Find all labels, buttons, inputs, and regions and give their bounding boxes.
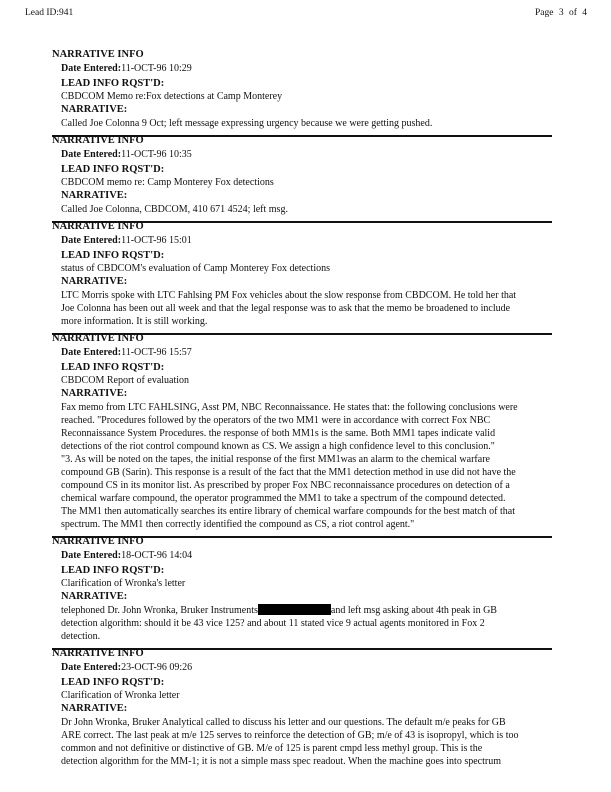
date-entered	[61, 549, 552, 563]
narrative-line	[61, 440, 552, 453]
section-heading: NARRATIVE INFO	[52, 648, 144, 659]
narrative-text: Called Joe Colonna 9 Oct; left message expressing urgency because we were getting pushed.	[61, 118, 433, 129]
narrative-line	[61, 289, 552, 302]
narrative-label: NARRATIVE:	[61, 388, 128, 399]
narrative-line	[61, 414, 552, 427]
lead-info-label: LEAD INFO RQST'D:	[61, 164, 165, 175]
narrative-label: NARRATIVE:	[61, 591, 128, 602]
redaction-box	[258, 604, 331, 615]
narrative-line	[61, 492, 552, 505]
narrative-text: Fax memo from LTC FAHLSING, Asst PM, NBC Reconnaissance. He states that: the following conclusions were	[61, 402, 518, 413]
date-entered	[61, 234, 552, 248]
narrative-text: ARE correct. The last peak at m/e 125 serves to reinforce the detection of GB; m/e of 43 is isopropyl, which is too	[61, 730, 519, 741]
narrative-text: detection algorithm for the MM-1; it is not a simple mass spec readout. When the machine goes into spectrum	[61, 756, 501, 767]
narrative-text: telephoned Dr. John Wronka, Bruker Instruments	[61, 605, 258, 616]
date-entered	[61, 62, 552, 76]
narrative-line	[61, 401, 552, 414]
narrative-label: NARRATIVE:	[61, 190, 128, 201]
narrative-line	[61, 630, 552, 643]
narrative-entry	[52, 135, 552, 216]
narrative-text: chemical warfare compound, the operator programmed the MM1 to take a spectrum of the compound detected.	[61, 493, 506, 504]
narrative-text: detection algorithm: should it be 43 vice 125? and about 11 stated vice 9 actual agents monitored in Fox 2	[61, 618, 485, 629]
section-heading: NARRATIVE INFO	[52, 221, 144, 232]
narrative-text: Dr John Wronka, Bruker Analytical called to discuss his letter and our questions. The default m/e peaks for GB	[61, 717, 506, 728]
page-number: Page 3 of 4	[534, 8, 587, 18]
date-label: Date Entered:	[61, 235, 122, 246]
narrative-line	[61, 755, 552, 768]
narrative-text: common and not definitive or distinctive of GB. M/e of 125 is parent cmpd less methyl group. This is the	[61, 743, 483, 754]
narrative-entry	[52, 48, 552, 130]
section-heading: NARRATIVE INFO	[52, 536, 144, 547]
narrative-label: NARRATIVE:	[61, 276, 128, 287]
narrative-line	[61, 302, 552, 315]
narrative-line	[61, 315, 552, 328]
date-label: Date Entered:	[61, 63, 122, 74]
narrative-line	[61, 203, 552, 216]
section-heading: NARRATIVE INFO	[52, 135, 144, 146]
date-label: Date Entered:	[61, 550, 122, 561]
narrative-entry	[52, 221, 552, 328]
narrative-text: detection.	[61, 631, 101, 642]
lead-info-value: Clarification of Wronka's letter	[61, 578, 186, 589]
narrative-text: Reconnaissance System Procedures. the response of both MM1s is the same. Both MM1 tapes indicate valid	[61, 428, 496, 439]
narrative-text: more information. It is still working.	[61, 316, 208, 327]
lead-info-value: Clarification of Wronka letter	[61, 690, 180, 701]
date-entered	[61, 661, 552, 675]
narrative-text: spectrum. The MM1 then correctly identified the compound as CS, a riot control agent."	[61, 519, 415, 530]
narrative-line	[61, 427, 552, 440]
narrative-label: NARRATIVE:	[61, 104, 128, 115]
date-label: Date Entered:	[61, 662, 122, 673]
narrative-line	[61, 505, 552, 518]
narrative-text: detections of the riot control compound known as CS. We assign a high confidence level to this conclusion."	[61, 441, 495, 452]
section-heading: NARRATIVE INFO	[52, 333, 144, 344]
narrative-text: Joe Colonna has been out all week and that the legal response was to ask that the memo be broadened to include	[61, 303, 511, 314]
narrative-text: Called Joe Colonna, CBDCOM, 410 671 4524; left msg.	[61, 204, 288, 215]
section-heading: NARRATIVE INFO	[52, 49, 144, 60]
lead-info-value: CBDCOM Memo re:Fox detections at Camp Monterey	[61, 91, 283, 102]
narrative-line	[61, 479, 552, 492]
narrative-label: NARRATIVE:	[61, 703, 128, 714]
narrative-line	[61, 117, 552, 130]
lead-info-value: status of CBDCOM's evaluation of Camp Monterey Fox detections	[61, 263, 330, 274]
narrative-line	[61, 617, 552, 630]
lead-info-value: CBDCOM memo re: Camp Monterey Fox detections	[61, 177, 274, 188]
lead-info-value: CBDCOM Report of evaluation	[61, 375, 190, 386]
narrative-text: reached. "Procedures followed by the operators of the two MM1 were in accordance with correct Fox NBC	[61, 415, 491, 426]
narrative-line	[61, 742, 552, 755]
lead-info-label: LEAD INFO RQST'D:	[61, 362, 165, 373]
narrative-text: compound CS in its monitor list. As prescribed by proper Fox NBC reconnaissance procedures on detection of a	[61, 480, 510, 491]
narrative-line	[61, 604, 552, 617]
narrative-entries	[52, 48, 552, 768]
lead-info-label: LEAD INFO RQST'D:	[61, 78, 165, 89]
narrative-text: LTC Morris spoke with LTC Fahlsing PM Fox vehicles about the slow response from CBDCOM. He told her that	[61, 290, 517, 301]
lead-info-label: LEAD INFO RQST'D:	[61, 250, 165, 261]
narrative-line	[61, 518, 552, 531]
date-value: 23-OCT-96 09:26	[121, 662, 193, 673]
date-value: 11-OCT-96 10:29	[121, 63, 192, 74]
narrative-text: The MM1 then automatically searches its entire library of chemical warfare compounds for the best match of that	[61, 506, 516, 517]
narrative-entry	[52, 648, 552, 768]
date-value: 11-OCT-96 10:35	[121, 149, 192, 160]
lead-info-label: LEAD INFO RQST'D:	[61, 565, 165, 576]
narrative-line	[61, 466, 552, 479]
lead-id: Lead ID:941	[25, 8, 74, 18]
narrative-entry	[52, 536, 552, 643]
date-entered	[61, 346, 552, 360]
narrative-text: compound GB (Sarin). This response is a result of the fact that the MM1 detection method in use did not have the	[61, 467, 516, 478]
date-value: 11-OCT-96 15:01	[121, 235, 192, 246]
narrative-entry	[52, 333, 552, 531]
narrative-line	[61, 716, 552, 729]
date-value: 11-OCT-96 15:57	[121, 347, 192, 358]
date-label: Date Entered:	[61, 149, 122, 160]
narrative-text: and left msg asking about 4th peak in GB	[330, 605, 497, 616]
date-entered	[61, 148, 552, 162]
narrative-line	[61, 453, 552, 466]
narrative-text: "3. As will be noted on the tapes, the initial response of the first MM1was an alarm to the chemical warfare	[61, 454, 490, 465]
date-value: 18-OCT-96 14:04	[121, 550, 193, 561]
narrative-line	[61, 729, 552, 742]
date-label: Date Entered:	[61, 347, 122, 358]
lead-info-label: LEAD INFO RQST'D:	[61, 677, 165, 688]
